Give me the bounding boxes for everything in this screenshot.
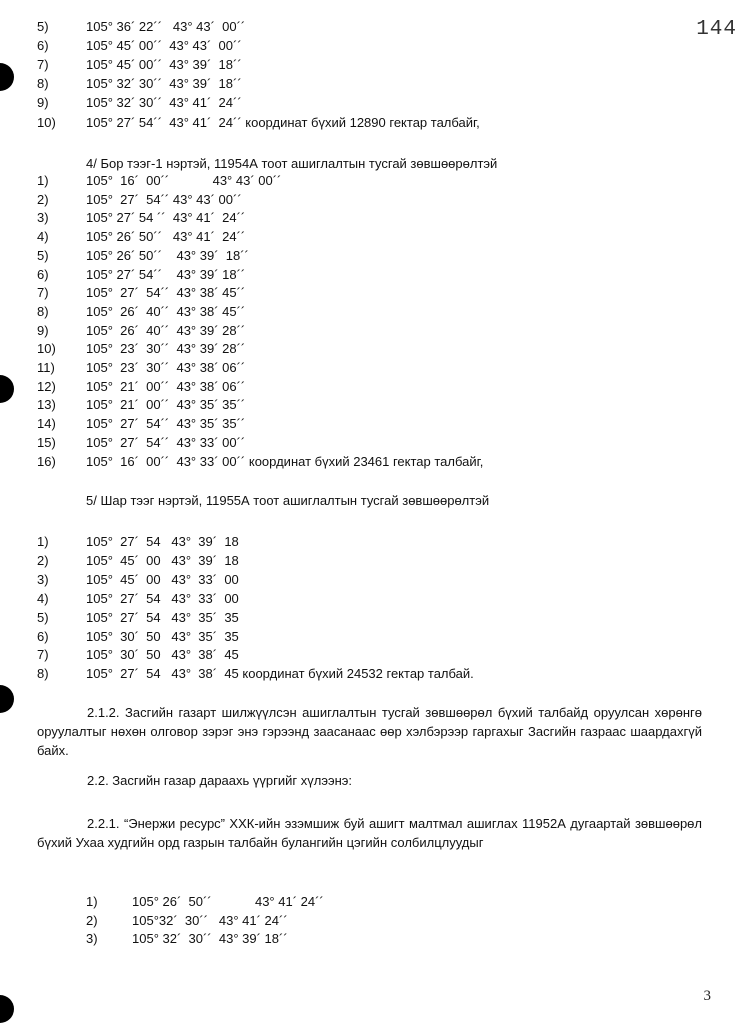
coordinate-row [0,378,751,395]
coordinate-row [0,172,751,189]
coordinate-row [0,247,751,264]
row-number: 1) [86,894,98,909]
paragraph-2-1-2: 2.1.2. Засгийн газарт шилжүүлсэн ашиглалтын тусгай зөвшөөрөл бүхий талбайд оруулсан хөрөнгө оруулалтыг нөхөн олговор зэрэг энэ гэрээнд заасанаас өөр хэлбэрээр гаргахыг Засгийн газраас шаардахгүй байх. [37,705,702,758]
coordinate-row [0,590,751,607]
coordinate-text: 105° 26´ 40´´ 43° 38´ 45´´ [86,303,246,319]
coordinate-row [0,94,751,111]
coordinate-row [0,434,751,451]
coordinate-row [0,340,751,357]
coordinate-row [0,284,751,301]
coordinate-row [0,415,751,432]
coordinate-text: 105° 27´ 54 43° 39´ 18 [86,534,239,549]
row-number: 1) [37,173,49,188]
page-number: 3 [703,988,711,1004]
coordinate-text: 105° 26´ 50´´ 43° 41´ 24´´ [132,894,324,909]
coordinate-row [0,209,751,226]
coordinate-row [0,628,751,645]
coordinate-text: 105° 21´ 00´´ 43° 38´ 06´´ [86,378,246,394]
coordinate-row [0,266,751,283]
coordinate-text: 105° 23´ 30´´ 43° 38´ 06´´ [86,360,246,375]
row-number: 14) [37,416,56,432]
coordinate-text: 105° 26´ 40´´ 43° 39´ 28´´ [86,322,246,338]
coordinate-text: 105° 16´ 00´´ 43° 43´ 00´´ [86,173,282,188]
coordinate-text: 105° 45´ 00 43° 39´ 18 [86,552,239,568]
row-number: 15) [37,434,56,450]
coordinate-text: 105° 32´ 30´´ 43° 39´ 18´´ [86,76,242,92]
coordinate-text: 105° 21´ 00´´ 43° 35´ 35´´ [86,397,246,413]
coordinate-text: 105° 30´ 50 43° 38´ 45 [86,647,239,663]
row-number: 6) [37,628,49,644]
coordinate-text: 105° 16´ 00´´ 43° 33´ 00´´ координат бүхий 23461 гектар талбайг, [86,453,484,469]
paragraph-2-2: 2.2. Засгийн газар дараахь үүргийг хүлээнэ: [87,773,353,788]
row-number: 4) [37,590,49,606]
paragraph-2-2-1: 2.2.1. “Энержи ресурс” ХХК-ийн эзэмшиж буй ашигт малтмал ашиглах 11952А дугаартай зөвшөөрөл бүхий Ухаа худгийн орд газрын талбайн булангийн цэгийн солбилцлуудыг [37,816,702,850]
row-number: 3) [86,931,98,946]
coordinate-text: 105° 27´ 54 43° 33´ 00 [86,590,239,606]
row-number: 5) [37,609,49,625]
coordinate-text: 105° 27´ 54´´ 43° 39´ 18´´ [86,266,246,282]
row-number: 2) [86,912,98,928]
coordinate-row [0,396,751,413]
row-number: 12) [37,378,56,394]
row-number: 6) [37,38,49,54]
coordinate-row [0,37,751,54]
row-number: 3) [37,571,49,587]
row-number: 7) [37,647,49,663]
coordinate-row [0,191,751,208]
coordinate-row [0,533,751,550]
coordinate-text: 105° 45´ 00´´ 43° 39´ 18´´ [86,57,242,73]
coordinate-text: 105°32´ 30´´ 43° 41´ 24´´ [132,912,288,928]
coordinate-text: 105° 32´ 30´´ 43° 41´ 24´´ [86,95,242,111]
row-number: 10) [37,341,56,357]
coordinate-text: 105° 27´ 54´´ 43° 41´ 24´´ координат бүхий 12890 гектар талбайг, [86,114,480,130]
row-number: 3) [37,210,49,226]
coordinate-row [0,322,751,339]
coordinate-row [0,75,751,92]
coordinate-row [0,453,751,470]
row-number: 7) [37,57,49,73]
row-number: 11) [37,360,55,375]
row-number: 8) [37,76,49,92]
row-number: 4) [37,229,49,245]
coordinate-text: 105° 27´ 54´´ 43° 33´ 00´´ [86,434,246,450]
coordinate-text: 105° 45´ 00´´ 43° 43´ 00´´ [86,38,242,54]
row-number: 9) [37,95,49,111]
coordinate-row [0,912,751,929]
row-number: 16) [37,453,56,469]
coordinate-row [0,18,751,35]
coordinate-row [0,359,751,376]
coordinate-row [0,571,751,588]
row-number: 8) [37,666,49,682]
coordinate-text: 105° 27´ 54 ´´ 43° 41´ 24´´ [86,210,246,226]
row-number: 13) [37,397,56,413]
row-number: 10) [37,114,56,130]
row-number: 2) [37,552,49,568]
coordinate-text: 105° 23´ 30´´ 43° 39´ 28´´ [86,341,246,357]
row-number: 5) [37,19,49,34]
coordinate-row [0,552,751,569]
punch-hole [0,995,14,1023]
row-number: 2) [37,191,49,207]
coordinate-row [0,609,751,626]
coordinate-row [0,303,751,320]
coordinate-row [0,56,751,73]
section-5-heading: 5/ Шар тээг нэртэй, 11955А тоот ашиглалтын тусгай зөвшөөрөлтэй [86,493,490,508]
coordinate-text: 105° 27´ 54 43° 38´ 45 координат бүхий 24532 гектар талбай. [86,666,474,682]
row-number: 6) [37,266,49,282]
row-number: 5) [37,247,49,263]
coordinate-text: 105° 45´ 00 43° 33´ 00 [86,571,239,587]
coordinate-text: 105° 26´ 50´´ 43° 39´ 18´´ [86,247,249,263]
row-number: 9) [37,322,49,338]
coordinate-text: 105° 27´ 54´´ 43° 35´ 35´´ [86,416,246,432]
coordinate-text: 105° 36´ 22´´ 43° 43´ 00´´ [86,19,246,34]
coordinate-row [0,665,751,682]
stamp-number: 144 [696,18,737,41]
coordinate-text: 105° 32´ 30´´ 43° 39´ 18´´ [132,931,288,946]
coordinate-row [0,228,751,245]
punch-hole [0,685,14,713]
row-number: 1) [37,534,49,549]
coordinate-text: 105° 27´ 54´´ 43° 43´ 00´´ [86,191,242,207]
coordinate-text: 105° 27´ 54´´ 43° 38´ 45´´ [86,285,246,301]
coordinate-row [0,893,751,910]
coordinate-row [0,114,751,131]
coordinate-text: 105° 27´ 54 43° 35´ 35 [86,609,239,625]
coordinate-row [0,646,751,663]
section-4-heading: 4/ Бор тээг-1 нэртэй, 11954А тоот ашиглалтын тусгай зөвшөөрөлтэй [86,156,498,171]
row-number: 8) [37,303,49,319]
row-number: 7) [37,285,49,301]
coordinate-row [0,930,751,947]
coordinate-text: 105° 26´ 50´´ 43° 41´ 24´´ [86,229,246,245]
coordinate-text: 105° 30´ 50 43° 35´ 35 [86,628,239,644]
